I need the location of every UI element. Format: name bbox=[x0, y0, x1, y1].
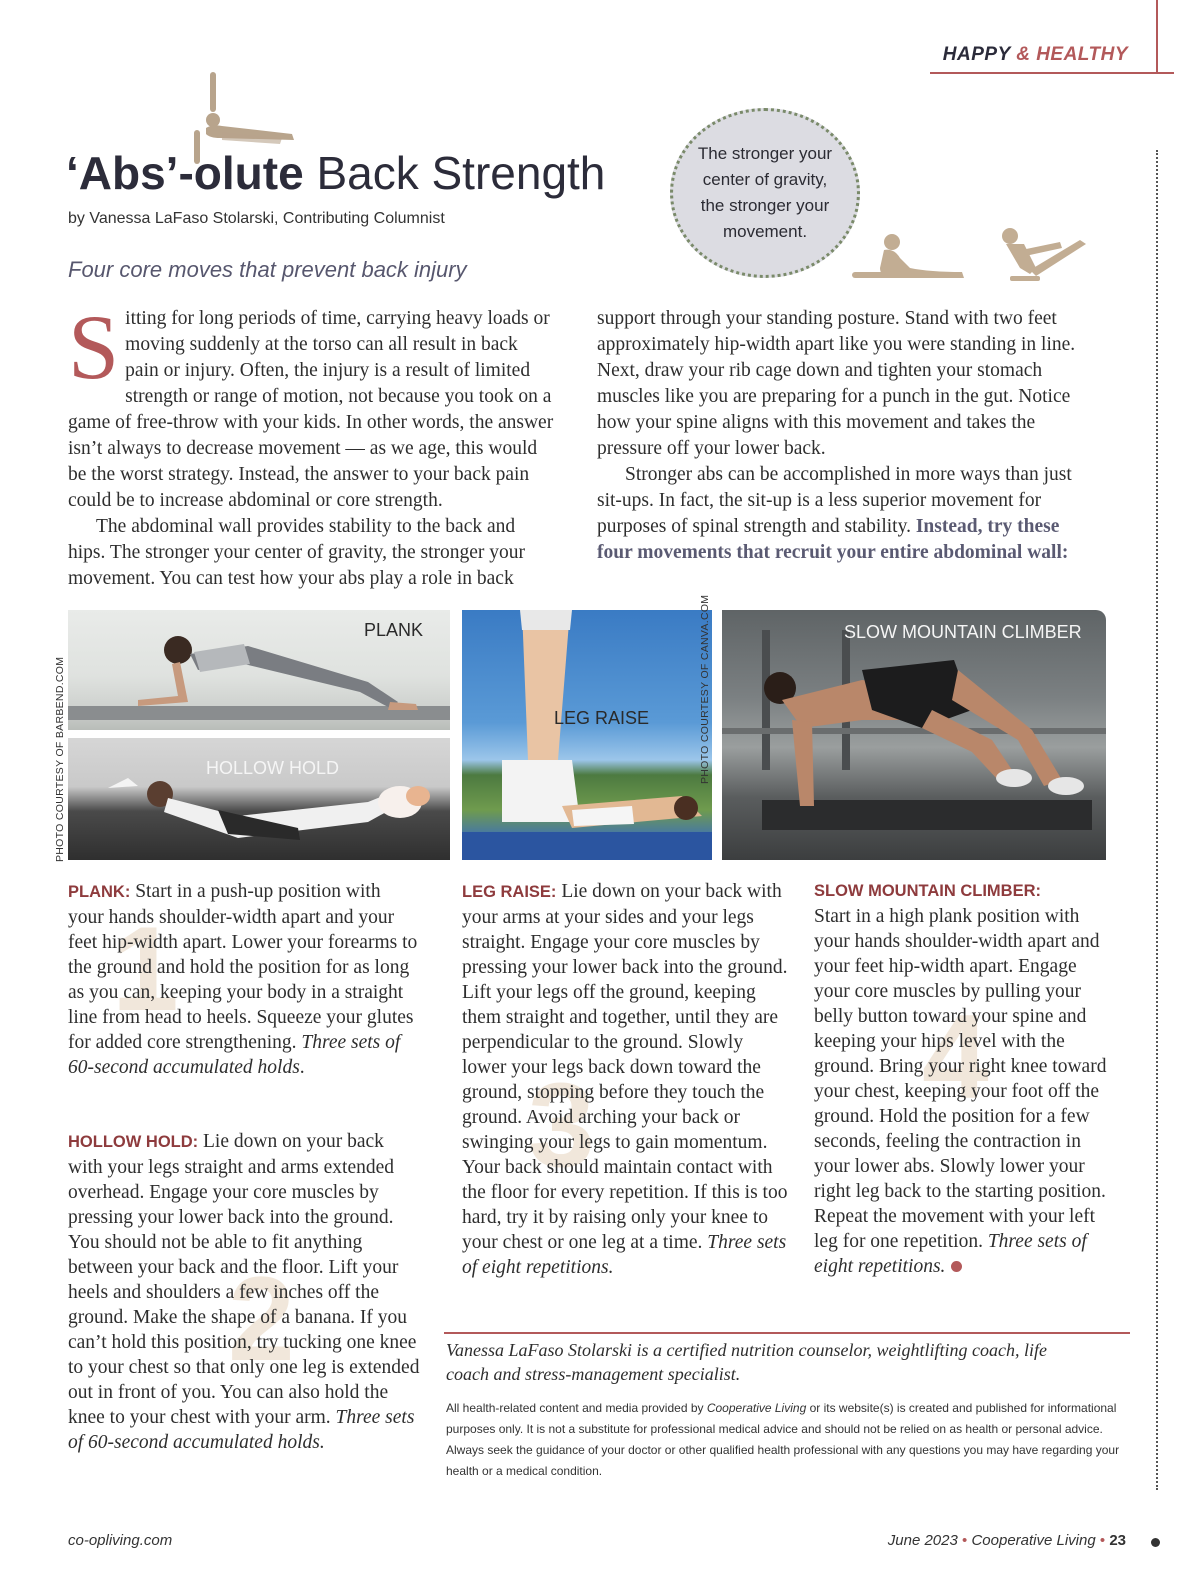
article-title bbox=[66, 146, 605, 200]
disclaimer-part-1: All health-related content and media provided by bbox=[446, 1401, 707, 1415]
paragraph-4 bbox=[597, 462, 1081, 566]
photo-credit-canva: PHOTO COURTESY OF CANVA.COM bbox=[699, 594, 711, 784]
plank-label: PLANK bbox=[364, 620, 424, 640]
exercise-plank-heading: PLANK: bbox=[68, 883, 131, 901]
paragraph-4-highlight: Instead, try these four movements that recruit your entire abdominal wall: bbox=[597, 516, 1069, 563]
margin-dotted-line bbox=[1156, 150, 1158, 1490]
header-vertical-rule bbox=[1156, 0, 1158, 74]
footer-publication: Cooperative Living bbox=[971, 1532, 1096, 1549]
byline: by Vanessa LaFaso Stolarski, Contributing Columnist bbox=[68, 210, 445, 227]
exercise-plank-sets: Three sets of 60-second accumulated holds bbox=[68, 1032, 401, 1078]
exercise-number-3: 3 bbox=[528, 1058, 595, 1192]
article-subtitle: Four core moves that prevent back injury bbox=[68, 257, 467, 282]
section-tag-primary: HAPPY bbox=[942, 44, 1011, 65]
author-bio: Vanessa LaFaso Stolarski is a certified nutrition counselor, weightlifting coach, life coach and stress-management specialist. bbox=[446, 1340, 1047, 1384]
leg-raise-person-icon bbox=[462, 610, 712, 860]
exercise-hollow-hold bbox=[68, 1129, 422, 1455]
exercise-mountain-climber bbox=[814, 878, 1114, 1279]
photo-credit-barbend: PHOTO COURTESY OF BARBEND.COM bbox=[54, 656, 66, 862]
paragraph-4-text: Stronger abs can be accomplished in more ways than just sit-ups. In fact, the sit-up is a less superior movement for purposes of spinal strength and stability. bbox=[597, 464, 1072, 537]
exercise-hollow-hold-text: Lie down on your back with your legs straight and arms extended overhead. Engage your core muscles by pressing your lower back into the ground. You should not be able to fit anything between your back and the floor. Lift your heels and shoulders a few inches off the ground. Make the shape of a banana. If you can’t hold this position, try tucking one knee to your chest so that only one leg is extended out in front of you. You can also hold the knee to your chest with your arm. bbox=[68, 1131, 420, 1428]
exercise-leg-raise bbox=[462, 879, 788, 1280]
section-tag bbox=[943, 44, 1128, 66]
mountain-climber-person-icon bbox=[722, 610, 1106, 860]
exercise-plank bbox=[68, 879, 418, 1080]
exercise-number-4: 4 bbox=[922, 990, 989, 1124]
exercise-leg-raise-sets: Three sets of eight repetitions. bbox=[462, 1232, 787, 1278]
v-sit-figure-icon bbox=[990, 222, 1095, 284]
disclaimer-publication: Cooperative Living bbox=[706, 1401, 807, 1415]
cobra-stretch-figure-icon bbox=[850, 228, 970, 284]
exercise-mountain-climber-heading: SLOW MOUNTAIN CLIMBER: bbox=[814, 882, 1041, 900]
pull-quote-circle bbox=[670, 108, 860, 278]
mountain-climber-label: SLOW MOUNTAIN CLIMBER bbox=[844, 622, 1082, 642]
pull-quote: The stronger your center of gravity, the stronger your movement. bbox=[697, 144, 833, 241]
leg-raise-label: LEG RAISE bbox=[554, 708, 650, 728]
footer-date: June 2023 bbox=[887, 1532, 958, 1549]
intro-paragraph bbox=[68, 296, 556, 514]
exercise-hollow-hold-sets: Three sets of 60-second accumulated holds. bbox=[68, 1407, 415, 1453]
hollow-hold-label: HOLLOW HOLD bbox=[206, 758, 340, 778]
exercise-mountain-climber-sets: Three sets of eight repetitions. bbox=[814, 1231, 1087, 1277]
exercise-leg-raise-text: Lie down on your back with your arms at your sides and your legs straight. Engage your core muscles by pressing your lower back into the ground. Lift your legs off the ground, keeping them straight and together, until they are perpendicular to the ground. Slowly lower your legs back down toward the ground, stopping before they touch the ground. Avoid arching your back or swinging your legs to gain momentum. Your back should maintain contact with the floor for every repetition. If this is too hard, try it by raising only your knee to your chest or one leg at a time. bbox=[462, 881, 788, 1253]
mountain-climber-photo bbox=[722, 610, 1106, 860]
paragraph-3: support through your standing posture. Stand with two feet approximately hip-width apart like you were standing in line. Next, draw your rib cage down and tighten your stomach muscles like you are preparing for a punch in the gut. Notice how your spine aligns with this movement and takes the pressure off your lower back. bbox=[597, 308, 1076, 459]
hollow-hold-person-icon bbox=[68, 738, 450, 860]
exercise-leg-raise-heading: LEG RAISE: bbox=[462, 883, 557, 901]
bio-top-rule bbox=[444, 1332, 1130, 1334]
header-rule bbox=[930, 72, 1174, 74]
disclaimer-part-2: or its website(s) is created and published for informational purposes only. It is not a substitute for professional medical advice and should not be relied on as health or personal advice. Always seek the guidance of your doctor or other qualified health professional with any questions you may have regarding your health or a medical condition. bbox=[446, 1401, 1120, 1478]
exercise-plank-text: Start in a push-up position with your hands shoulder-width apart and your feet hip-width apart. Lower your forearms to the ground and hold the position for as long as you can, keeping your body in a straight line from head to heels. Squeeze your glutes for added core strengthening. bbox=[68, 881, 418, 1053]
footer-folio bbox=[888, 1532, 1126, 1549]
exercise-number-2: 2 bbox=[228, 1252, 295, 1386]
footer-website: co-opliving.com bbox=[68, 1532, 173, 1549]
drop-cap: S bbox=[68, 296, 120, 398]
leg-raise-photo bbox=[462, 610, 712, 860]
footer-bullet-1: • bbox=[962, 1532, 968, 1549]
article-title-bold: ‘Abs’-olute bbox=[66, 147, 304, 199]
footer-bullet-2: • bbox=[1099, 1532, 1106, 1549]
body-column-left bbox=[68, 296, 556, 592]
plank-photo bbox=[68, 610, 450, 730]
exercise-hollow-hold-heading: HOLLOW HOLD: bbox=[68, 1133, 199, 1151]
paragraph-2: The abdominal wall provides stability to the back and hips. The stronger your center of gravity, the stronger your movement. You can test how your abs play a role in back bbox=[68, 516, 526, 589]
end-mark-icon bbox=[951, 1261, 962, 1272]
exercise-mountain-climber-text: Start in a high plank position with your hands shoulder-width apart and your feet hip-width apart. Engage your core muscles by pulling your belly button toward your spine and keeping your hips level with the ground. Bring your right knee toward your chest, keeping your foot off the ground. Hold the position for a few seconds, feeling the contraction in your lower abs. Slowly lower your right leg back to the starting position. Repeat the movement with your left leg for one repetition. bbox=[814, 906, 1107, 1252]
margin-dot bbox=[1151, 1538, 1160, 1547]
intro-text: itting for long periods of time, carrying heavy loads or moving suddenly at the torso can all result in back pain or injury. Often, the injury is a result of limited strength or range of motion, not because you took on a game of free-throw with your kids. In other words, the answer isn’t always to decrease movement — as we age, this would be the worst strategy. Instead, the answer to your back pain could be to increase abdominal or core strength. bbox=[68, 308, 554, 511]
hollow-hold-photo bbox=[68, 738, 450, 860]
body-column-right bbox=[597, 306, 1081, 566]
section-tag-accent: & HEALTHY bbox=[1016, 44, 1128, 65]
disclaimer bbox=[446, 1398, 1136, 1482]
exercise-plank-end: . bbox=[299, 1057, 305, 1078]
article-title-rest: Back Strength bbox=[303, 147, 606, 199]
exercise-number-1: 1 bbox=[112, 902, 179, 1036]
page-number: 23 bbox=[1109, 1532, 1126, 1549]
